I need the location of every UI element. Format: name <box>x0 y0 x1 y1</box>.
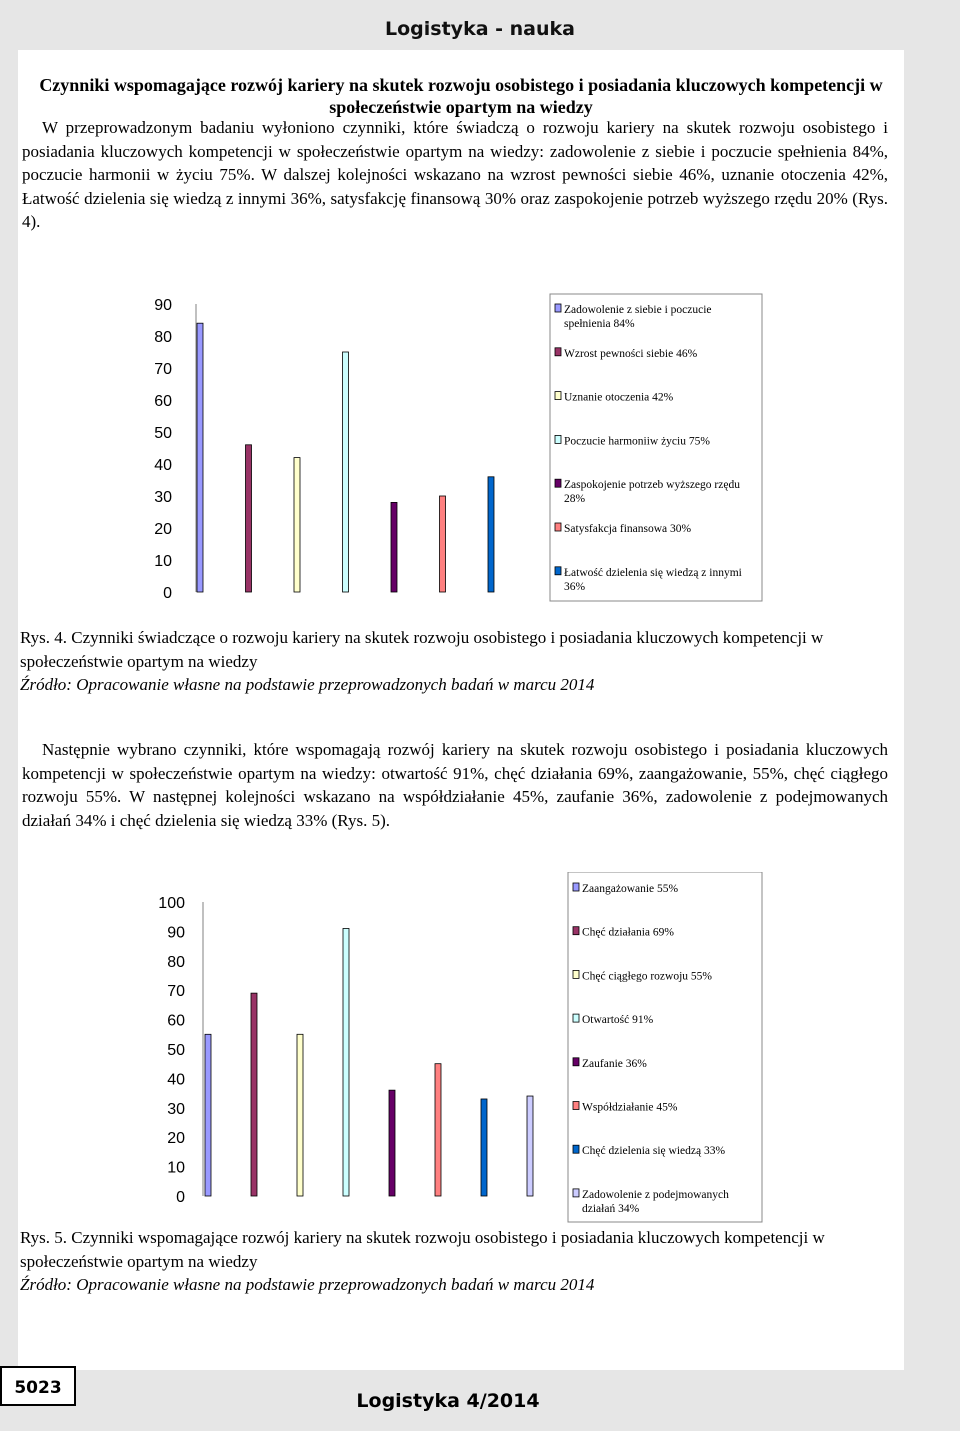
y-tick-label: 80 <box>167 953 185 971</box>
legend-swatch <box>573 1145 579 1153</box>
y-tick-label: 30 <box>154 489 172 506</box>
y-tick-label: 20 <box>167 1130 185 1148</box>
figure-5-caption-block <box>20 1226 900 1297</box>
legend-swatch <box>573 1189 579 1197</box>
y-tick-label: 10 <box>154 553 172 570</box>
legend-entry: Poczucie harmoniiw życiu 75% <box>564 435 710 448</box>
legend-entry: Satysfakcja finansowa 30% <box>564 523 692 535</box>
bar-7 <box>481 1099 487 1196</box>
legend-entry: Chęć dzielenia się wiedzą 33% <box>582 1145 726 1158</box>
paragraph-2: Następnie wybrano czynniki, które wspomagają rozwój kariery na skutek rozwoju osobistego i posiadania kluczowych kompetencji w społeczeństwie opartym na wiedzy: otwartość 91%, chęć działania 69%, zaangażowanie, 55%, chęć ciągłego rozwoju 55%. W następnej kolejności wskazano na współdziałanie 45%, zaufanie 36%, zadowolenie z podejmowanych działań 34% i chęć dzielenia się wiedzą 33% (Rys. 5). <box>22 740 888 830</box>
legend-box <box>568 872 762 1222</box>
y-tick-label: 0 <box>176 1189 185 1206</box>
legend-swatch <box>555 348 561 356</box>
legend-swatch <box>555 567 561 575</box>
legend-entry: Chęć działania 69% <box>582 926 674 939</box>
legend-swatch <box>573 927 579 935</box>
section-heading: Czynniki wspomagające rozwój kariery na skutek rozwoju osobistego i posiadania kluczowych kompetencji w społeczeństwie opartym na wiedzy <box>39 75 883 117</box>
legend-entry: Otwartość 91% <box>582 1014 654 1027</box>
legend-entry: Zadowolenie z siebie i poczucie spełnienia 84% <box>564 304 712 330</box>
legend-swatch <box>573 1014 579 1022</box>
figure-4-caption: Rys. 4. Czynniki świadczące o rozwoju kariery na skutek rozwoju osobistego i posiadania kluczowych kompetencji w społeczeństwie opartym na wiedzy <box>20 628 824 671</box>
figure-4-source: Źródło: Opracowanie własne na podstawie przeprowadzonych badań w marcu 2014 <box>20 675 595 694</box>
legend-box <box>550 294 762 601</box>
y-tick-label: 100 <box>158 895 185 912</box>
bar-5 <box>391 502 397 592</box>
bar-8 <box>527 1096 533 1196</box>
legend-entry: Wzrost pewności siebie 46% <box>564 347 698 360</box>
y-tick-label: 90 <box>167 924 185 942</box>
y-tick-label: 70 <box>154 361 172 378</box>
page-number: 5023 <box>0 1366 76 1406</box>
bar-3 <box>297 1034 303 1196</box>
figure-4-chart <box>18 286 778 626</box>
bar-6 <box>440 496 446 592</box>
legend-entry: Zaufanie 36% <box>582 1057 647 1070</box>
legend-entry: Chęć ciągłego rozwoju 55% <box>582 970 712 983</box>
y-tick-label: 60 <box>154 393 172 410</box>
legend-entry: Zadowolenie z podejmowanych działań 34% <box>582 1188 729 1215</box>
y-tick-label: 90 <box>154 297 172 314</box>
figure-4-caption-block <box>20 626 900 697</box>
paragraph-1: W przeprowadzonym badaniu wyłoniono czynniki, które świadczą o rozwoju kariery na skutek rozwoju osobistego i posiadania kluczowych kompetencji w społeczeństwie opartym na wiedzy: zadowolenie z siebie i poczucie spełnienia 84%, poczucie harmonii w życiu 75%. W dalszej kolejności wskazano na wzrost pewności siebie 46%, uznanie otoczenia 42%, Łatwość dzielenia się wiedzą z innymi 36%, satysfakcję finansową 30% oraz zaspokojenie potrzeb wyższego rzędu 20% (Rys. 4). <box>22 118 888 231</box>
y-tick-label: 30 <box>167 1100 185 1118</box>
legend-swatch <box>573 970 579 978</box>
legend-swatch <box>573 883 579 891</box>
legend-entry: Współdziałanie 45% <box>582 1101 678 1114</box>
y-tick-label: 40 <box>154 457 172 474</box>
legend-swatch <box>555 392 561 400</box>
page-content <box>18 50 904 1370</box>
legend-swatch <box>555 304 561 312</box>
y-tick-label: 50 <box>167 1042 185 1059</box>
bar-2 <box>246 445 252 592</box>
legend-swatch <box>555 479 561 487</box>
y-tick-label: 60 <box>167 1012 185 1030</box>
bar-1 <box>197 323 203 592</box>
bar-1 <box>205 1034 211 1196</box>
figure-5-caption: Rys. 5. Czynniki wspomagające rozwój kariery na skutek rozwoju osobistego i posiadania kluczowych kompetencji w społeczeństwie opartym na wiedzy <box>20 1228 825 1271</box>
bar-4 <box>343 352 349 592</box>
y-tick-label: 50 <box>154 425 172 442</box>
bar-6 <box>435 1064 441 1196</box>
legend-entry: Łatwość dzielenia się wiedzą z innymi 36% <box>564 566 742 593</box>
figure-5-source: Źródło: Opracowanie własne na podstawie przeprowadzonych badań w marcu 2014 <box>20 1275 595 1294</box>
bar-3 <box>294 458 300 592</box>
bar-4 <box>343 928 349 1196</box>
running-header: Logistyka - nauka <box>385 18 575 40</box>
legend-entry: Zaangażowanie 55% <box>582 883 679 895</box>
legend-swatch <box>573 1058 579 1066</box>
y-tick-label: 20 <box>154 521 172 538</box>
y-tick-label: 70 <box>167 983 185 1001</box>
bar-5 <box>389 1090 395 1196</box>
legend-entry: Uznanie otoczenia 42% <box>564 391 674 404</box>
legend-swatch <box>555 435 561 443</box>
legend-entry: Zaspokojenie potrzeb wyższego rzędu 28% <box>564 479 740 506</box>
y-tick-label: 40 <box>167 1071 185 1089</box>
y-tick-label: 0 <box>163 585 172 602</box>
bar-7 <box>488 477 494 592</box>
y-tick-label: 80 <box>154 329 172 346</box>
legend-swatch <box>555 523 561 531</box>
journal-footer: Logistyka 4/2014 <box>356 1390 540 1412</box>
legend-swatch <box>573 1102 579 1110</box>
bar-2 <box>251 993 257 1196</box>
figure-5-chart <box>18 872 778 1232</box>
y-tick-label: 10 <box>167 1159 185 1177</box>
